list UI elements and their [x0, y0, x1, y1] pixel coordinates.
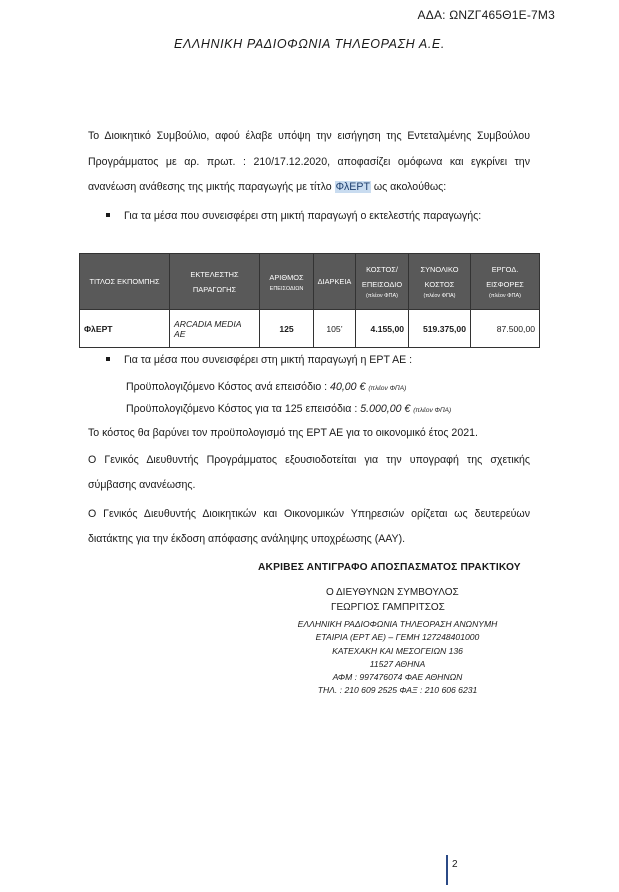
bullet-ert-means: Για τα μέσα που συνεισφέρει στη μικτή παραγωγή η ΕΡΤ ΑΕ :: [88, 349, 530, 371]
cell-cost-per-episode: 4.155,00: [356, 310, 409, 348]
company-stamp: [280, 618, 515, 698]
stamp-line: ΑΦΜ : 997476074 ΦΑΕ ΑΘΗΝΩΝ: [332, 672, 463, 683]
header-duration: ΔΙΑΡΚΕΙΑ: [314, 254, 356, 310]
page-number-rule: [446, 855, 448, 885]
stamp-line: 11527 ΑΘΗΝΑ: [369, 658, 426, 669]
page-number: 2: [452, 859, 458, 870]
stamp-line: ΕΤΑΙΡΙΑ (ΕΡΤ ΑΕ) – ΓΕΜΗ 127248401000: [315, 632, 480, 643]
stamp-line: ΕΛΛΗΝΙΚΗ ΡΑΔΙΟΦΩΝΙΑ ΤΗΛΕΟΡΑΣΗ ΑΝΩΝΥΜΗ: [297, 619, 498, 629]
cell-producer: ARCADIA MEDIA AE: [170, 310, 260, 348]
cell-employer-contributions: 87.500,00: [471, 310, 540, 348]
highlighted-title: ΦλΕΡΤ: [335, 181, 370, 193]
stamp-line: ΤΗΛ. : 210 609 2525 ΦΑΞ : 210 606 6231: [317, 685, 478, 696]
organization-title: ΕΛΛΗΝΙΚΗ ΡΑΔΙΟΦΩΝΙΑ ΤΗΛΕΟΡΑΣΗ Α.Ε.: [174, 37, 445, 51]
header-cost-per-episode: ΚΟΣΤΟΣ/ ΕΠΕΙΣΟΔΙΟ (πλέον ΦΠΑ): [356, 254, 409, 310]
signatory-role: Ο ΔΙΕΥΘΥΝΩΝ ΣΥΜΒΟΥΛΟΣ: [326, 587, 459, 598]
intro-text-after: ως ακολούθως:: [370, 181, 447, 193]
decision-intro: [88, 124, 530, 227]
cost-per-episode-line: Προϋπολογιζόμενο Κόστος ανά επεισόδιο : 40,00 € (πλέον ΦΠΑ): [126, 381, 407, 393]
production-table: [79, 253, 540, 348]
signatory-name: ΓΕΩΡΓΙΟΣ ΓΑΜΠΡΙΤΣΟΣ: [331, 602, 445, 613]
gm-admin-paragraph: Ο Γενικός Διευθυντής Διοικητικών και Οικονομικών Υπηρεσιών ορίζεται ως δευτερεύων διατάκτης για την έκδοση απόφασης ανάληψης υποχρέωσης (ΑΑΥ).: [88, 508, 530, 545]
header-episodes: ΑΡΙΘΜΟΣ ΕΠΕΙΣΟΔΙΩΝ: [260, 254, 314, 310]
header-producer: ΕΚΤΕΛΕΣΤΗΣ ΠΑΡΑΓΩΓΗΣ: [170, 254, 260, 310]
table-row: [80, 310, 540, 348]
cell-episodes: 125: [260, 310, 314, 348]
gm-program-paragraph: Ο Γενικός Διευθυντής Προγράμματος εξουσιοδοτείται για την υπογραφή της σχετικής σύμβασης ανανέωσης.: [88, 454, 530, 491]
header-title: ΤΙΤΛΟΣ ΕΚΠΟΜΠΗΣ: [80, 254, 170, 310]
intro-text-before: Το Διοικητικό Συμβούλιο, αφού έλαβε υπόψη την εισήγηση της Εντεταλμένης Συμβούλου Προγράμματος με αρ. πρωτ. : 210/17.12.2020, αποφασίζει ομόφωνα και εγκρίνει την ανανέωση ανάθεσης της μικτής παραγωγής με τίτλο: [88, 130, 530, 193]
certified-copy-title: ΑΚΡΙΒΕΣ ΑΝΤΙΓΡΑΦΟ ΑΠΟΣΠΑΣΜΑΤΟΣ ΠΡΑΚΤΙΚΟΥ: [258, 562, 521, 573]
table-header-row: [80, 254, 540, 310]
bullet-producer-means: Για τα μέσα που συνεισφέρει στη μικτή παραγωγή ο εκτελεστής παραγωγής:: [88, 205, 530, 227]
cell-title: ΦλΕΡΤ: [80, 310, 170, 348]
ada-code: ΑΔΑ: ΩΝΖΓ465Θ1Ε-7Μ3: [417, 8, 555, 22]
ert-means-section: [88, 349, 530, 552]
cost-total-line: Προϋπολογιζόμενο Κόστος για τα 125 επεισόδια : 5.000,00 € (πλέον ΦΠΑ): [126, 403, 452, 415]
cell-duration: 105’: [314, 310, 356, 348]
header-total-cost: ΣΥΝΟΛΙΚΟ ΚΟΣΤΟΣ (πλέον ΦΠΑ): [409, 254, 471, 310]
budget-paragraph: Το κόστος θα βαρύνει τον προϋπολογισμό της ΕΡΤ ΑΕ για το οικονομικό έτος 2021.: [88, 427, 478, 439]
header-employer-contributions: ΕΡΓΟΔ. ΕΙΣΦΟΡΕΣ (πλέον ΦΠΑ): [471, 254, 540, 310]
stamp-line: ΚΑΤΕΧΑΚΗ ΚΑΙ ΜΕΣΟΓΕΙΩΝ 136: [332, 645, 463, 656]
cell-total-cost: 519.375,00: [409, 310, 471, 348]
intro-paragraph: [88, 124, 530, 201]
